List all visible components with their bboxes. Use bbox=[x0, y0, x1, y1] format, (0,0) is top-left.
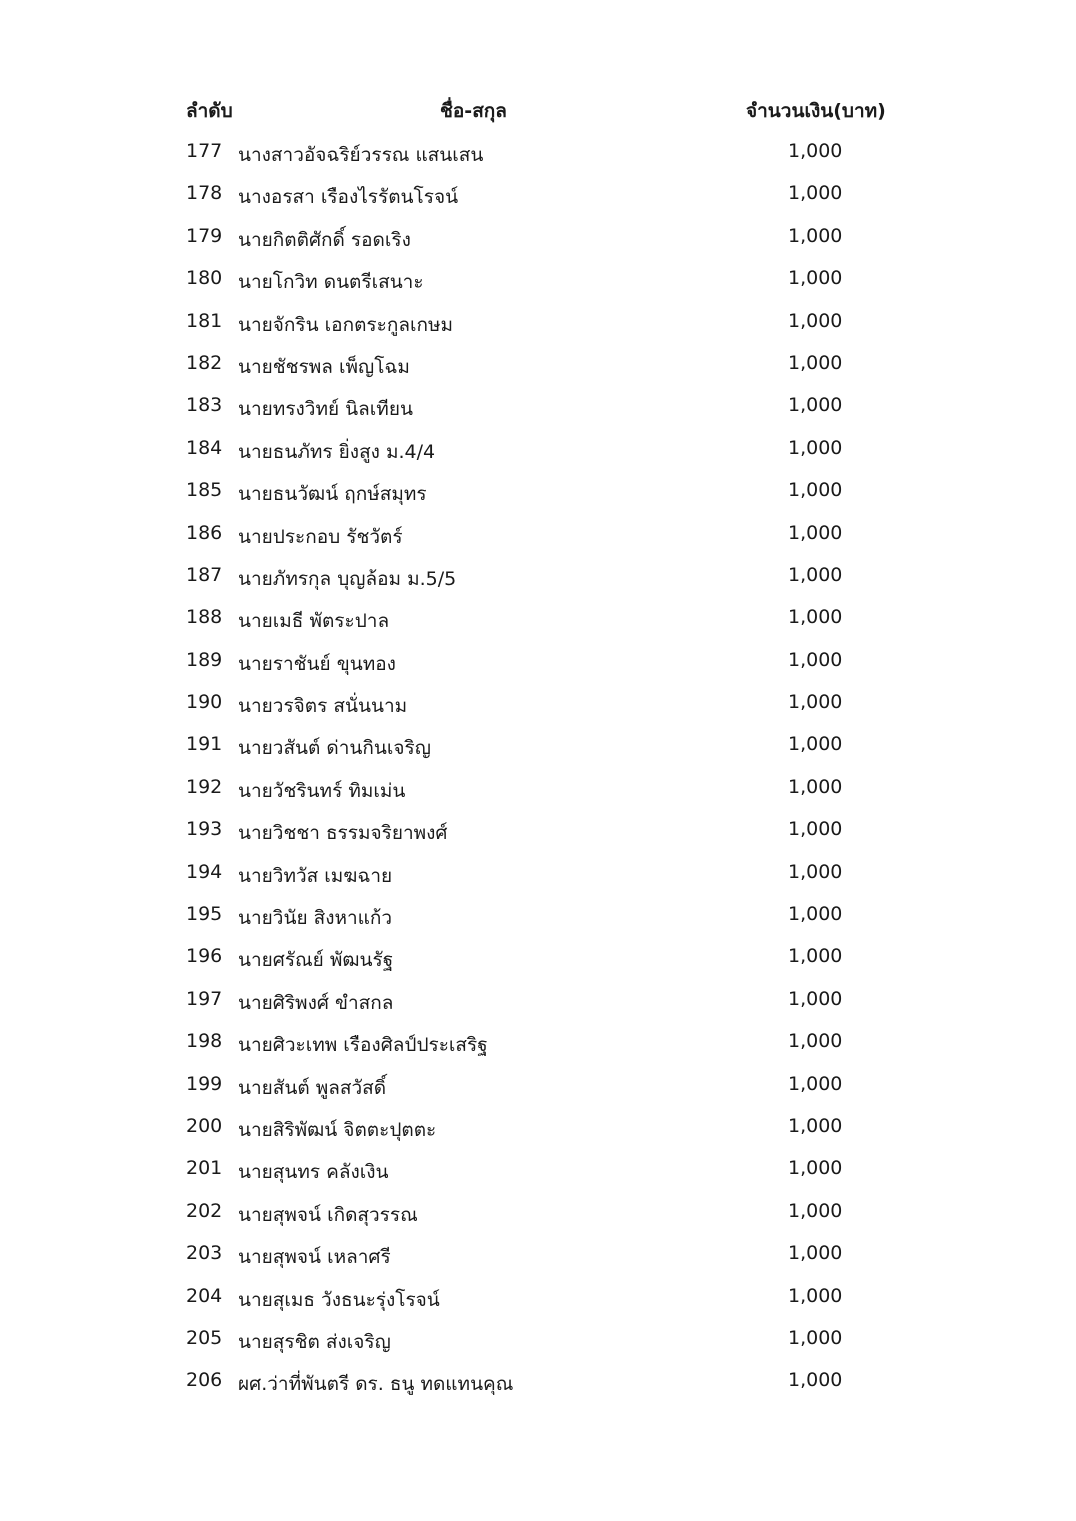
row-full-name: นายภัทรกุล บุญล้อม ม.5/5 bbox=[238, 567, 457, 590]
row-amount: 1,000 bbox=[788, 1030, 843, 1053]
row-amount: 1,000 bbox=[788, 733, 843, 756]
row-amount: 1,000 bbox=[788, 1157, 843, 1180]
row-order-number: 195 bbox=[186, 903, 223, 926]
table-row bbox=[0, 1359, 1076, 1401]
row-full-name: นายโกวิท ดนตรีเสนาะ bbox=[238, 271, 424, 294]
row-full-name: นายวิทวัส เมฆฉาย bbox=[238, 864, 393, 887]
row-order-number: 183 bbox=[186, 394, 223, 417]
row-amount: 1,000 bbox=[788, 1326, 843, 1349]
row-amount: 1,000 bbox=[788, 394, 843, 417]
row-order-number: 187 bbox=[186, 563, 223, 586]
table-row bbox=[0, 342, 1076, 384]
row-order-number: 177 bbox=[186, 140, 223, 162]
row-amount: 1,000 bbox=[788, 606, 843, 629]
row-amount: 1,000 bbox=[788, 945, 843, 968]
table-row bbox=[0, 172, 1076, 214]
row-full-name: นายธนวัฒน์ ฤกษ์สมุทร bbox=[238, 483, 427, 506]
row-order-number: 179 bbox=[186, 224, 223, 247]
row-order-number: 191 bbox=[186, 733, 223, 756]
row-full-name: นายประกอบ รัชวัตร์ bbox=[238, 525, 403, 548]
row-order-number: 201 bbox=[186, 1157, 223, 1180]
row-amount: 1,000 bbox=[788, 648, 843, 671]
row-order-number: 205 bbox=[186, 1326, 223, 1349]
row-order-number: 197 bbox=[186, 987, 223, 1010]
row-amount: 1,000 bbox=[788, 818, 843, 841]
header-amount: จำนวนเงิน(บาท) bbox=[746, 100, 886, 122]
row-amount: 1,000 bbox=[788, 1072, 843, 1095]
row-full-name: นายสันต์ พูลสวัสดิ์ bbox=[238, 1076, 387, 1099]
row-amount: 1,000 bbox=[788, 140, 843, 162]
row-amount: 1,000 bbox=[788, 775, 843, 798]
table-header bbox=[0, 88, 1076, 128]
row-full-name: นายชัชรพล เพ็ญโฉม bbox=[238, 355, 410, 378]
row-order-number: 181 bbox=[186, 309, 223, 332]
row-order-number: 188 bbox=[186, 606, 223, 629]
row-amount: 1,000 bbox=[788, 1199, 843, 1222]
table-row bbox=[0, 384, 1076, 426]
table-row bbox=[0, 1275, 1076, 1317]
row-full-name: นายศิวะเทพ เรืองศิลป์ประเสริฐ bbox=[238, 1034, 488, 1057]
table-row bbox=[0, 300, 1076, 342]
table-row bbox=[0, 427, 1076, 469]
row-amount: 1,000 bbox=[788, 903, 843, 926]
row-amount: 1,000 bbox=[788, 224, 843, 247]
table-row bbox=[0, 1147, 1076, 1189]
table-row bbox=[0, 469, 1076, 511]
row-order-number: 190 bbox=[186, 691, 223, 714]
row-order-number: 189 bbox=[186, 648, 223, 671]
row-amount: 1,000 bbox=[788, 479, 843, 502]
row-full-name: นายวินัย สิงหาแก้ว bbox=[238, 907, 393, 930]
header-full-name: ชื่อ-สกุล bbox=[440, 100, 507, 122]
row-full-name: ผศ.ว่าที่พันตรี ดร. ธนู ทดแทนคุณ bbox=[238, 1373, 514, 1396]
table-row bbox=[0, 1232, 1076, 1274]
row-full-name: นายธนภัทร ยิ่งสูง ม.4/4 bbox=[238, 440, 436, 463]
row-amount: 1,000 bbox=[788, 1284, 843, 1307]
table-row bbox=[0, 1020, 1076, 1062]
row-order-number: 180 bbox=[186, 267, 223, 290]
row-order-number: 184 bbox=[186, 436, 223, 459]
row-order-number: 199 bbox=[186, 1072, 223, 1095]
row-full-name: นายทรงวิทย์ นิลเทียน bbox=[238, 398, 413, 421]
row-amount: 1,000 bbox=[788, 1114, 843, 1137]
row-full-name: นายสุพจน์ เกิดสุวรรณ bbox=[238, 1203, 418, 1226]
row-amount: 1,000 bbox=[788, 1369, 843, 1392]
table-row bbox=[0, 215, 1076, 257]
row-amount: 1,000 bbox=[788, 182, 843, 205]
row-amount: 1,000 bbox=[788, 267, 843, 290]
table-row bbox=[0, 257, 1076, 299]
row-order-number: 200 bbox=[186, 1114, 223, 1137]
table-row bbox=[0, 1105, 1076, 1147]
row-order-number: 206 bbox=[186, 1369, 223, 1392]
table-row bbox=[0, 1063, 1076, 1105]
row-full-name: นายสุพจน์ เหลาศรี bbox=[238, 1246, 391, 1269]
donor-list bbox=[0, 130, 1076, 1402]
row-amount: 1,000 bbox=[788, 860, 843, 883]
table-row bbox=[0, 935, 1076, 977]
row-amount: 1,000 bbox=[788, 691, 843, 714]
row-full-name: นางสาวอัจฉริย์วรรณ แสนเสน bbox=[238, 144, 484, 166]
row-order-number: 193 bbox=[186, 818, 223, 841]
row-amount: 1,000 bbox=[788, 436, 843, 459]
row-amount: 1,000 bbox=[788, 309, 843, 332]
row-full-name: นายราชันย์ ขุนทอง bbox=[238, 652, 396, 675]
table-row bbox=[0, 512, 1076, 554]
row-full-name: นายสุรชิต ส่งเจริญ bbox=[238, 1330, 391, 1353]
row-full-name: นายศิริพงศ์ ขำสกล bbox=[238, 991, 394, 1014]
row-order-number: 204 bbox=[186, 1284, 223, 1307]
row-full-name: นายวัชรินทร์ ทิมเม่น bbox=[238, 779, 406, 802]
header-order-number: ลำดับ bbox=[186, 100, 233, 122]
row-amount: 1,000 bbox=[788, 987, 843, 1010]
row-order-number: 186 bbox=[186, 521, 223, 544]
row-order-number: 198 bbox=[186, 1030, 223, 1053]
row-full-name: นายเมธี พัตระปาล bbox=[238, 610, 390, 633]
row-order-number: 194 bbox=[186, 860, 223, 883]
row-full-name: นายสุเมธ วังธนะรุ่งโรจน์ bbox=[238, 1288, 440, 1311]
table-row bbox=[0, 808, 1076, 850]
row-full-name: นายวสันต์ ด่านกินเจริญ bbox=[238, 737, 431, 760]
row-amount: 1,000 bbox=[788, 563, 843, 586]
table-row bbox=[0, 554, 1076, 596]
row-full-name: นายสิริพัฒน์ จิตตะปุตตะ bbox=[238, 1118, 437, 1141]
row-full-name: นายวรจิตร สนั่นนาม bbox=[238, 695, 408, 718]
table-row bbox=[0, 766, 1076, 808]
row-full-name: นายจักริน เอกตระกูลเกษม bbox=[238, 313, 454, 336]
row-full-name: นางอรสา เรืองไรรัตนโรจน์ bbox=[238, 186, 459, 209]
row-amount: 1,000 bbox=[788, 351, 843, 374]
table-row bbox=[0, 723, 1076, 765]
row-amount: 1,000 bbox=[788, 1242, 843, 1265]
table-row bbox=[0, 596, 1076, 638]
row-order-number: 182 bbox=[186, 351, 223, 374]
table-row bbox=[0, 1317, 1076, 1359]
row-full-name: นายศรัณย์ พัฒนรัฐ bbox=[238, 949, 394, 972]
row-full-name: นายสุนทร คลังเงิน bbox=[238, 1161, 389, 1184]
row-order-number: 185 bbox=[186, 479, 223, 502]
row-full-name: นายกิตติศักดิ์ รอดเริง bbox=[238, 228, 411, 251]
table-row bbox=[0, 1190, 1076, 1232]
row-amount: 1,000 bbox=[788, 521, 843, 544]
row-full-name: นายวิชชา ธรรมจริยาพงศ์ bbox=[238, 822, 448, 845]
table-row bbox=[0, 978, 1076, 1020]
row-order-number: 203 bbox=[186, 1242, 223, 1265]
row-order-number: 178 bbox=[186, 182, 223, 205]
table-row bbox=[0, 639, 1076, 681]
row-order-number: 196 bbox=[186, 945, 223, 968]
table-row bbox=[0, 681, 1076, 723]
table-row bbox=[0, 851, 1076, 893]
table-row bbox=[0, 130, 1076, 172]
row-order-number: 202 bbox=[186, 1199, 223, 1222]
row-order-number: 192 bbox=[186, 775, 223, 798]
table-row bbox=[0, 893, 1076, 935]
